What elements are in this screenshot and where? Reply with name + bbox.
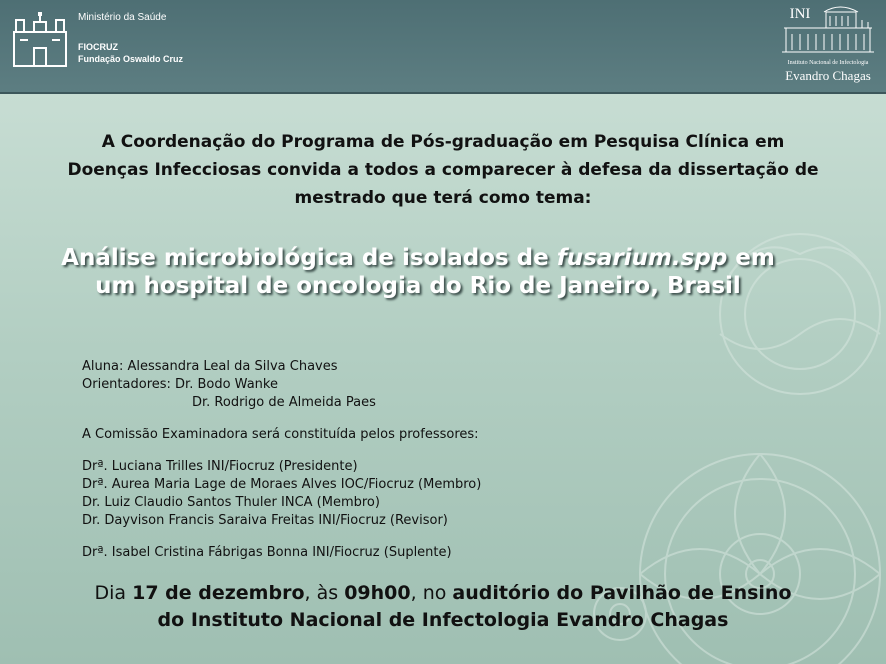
defense-details	[82, 358, 481, 562]
student-name: Aluna: Alessandra Leal da Silva Chaves	[82, 359, 338, 374]
event-date: 17 de dezembro	[132, 582, 305, 604]
event-place-1: auditório do Pavilhão de Ensino	[452, 582, 792, 604]
ini-name: Evandro Chagas	[785, 68, 871, 83]
ministerio-logo-icon	[10, 10, 70, 68]
event-info	[10, 580, 876, 634]
header-bar	[0, 0, 886, 94]
intro-line-3: mestrado que terá como tema:	[294, 188, 592, 208]
intro-line-2: Doenças Infecciosas convida a todos a comparecer à defesa da dissertação de	[67, 160, 819, 180]
committee-alternate: Drª. Isabel Cristina Fábrigas Bonna INI/Fiocruz (Suplente)	[82, 545, 452, 560]
committee-member-4: Dr. Dayvison Francis Saraiva Freitas INI/Fiocruz (Revisor)	[82, 513, 448, 528]
ministerio-text	[78, 12, 183, 64]
committee-member-1: Drª. Luciana Trilles INI/Fiocruz (Presidente)	[82, 459, 358, 474]
event-time: 09h00	[344, 582, 411, 604]
committee-member-3: Dr. Luiz Claudio Santos Thuler INCA (Membro)	[82, 495, 380, 510]
fiocruz-label: FIOCRUZ	[78, 42, 118, 52]
ministry-label: Ministério da Saúde	[78, 12, 167, 23]
dia-label: Dia	[94, 582, 133, 604]
title-part-1: Análise microbiológica de isolados de	[61, 245, 557, 271]
advisor-2: Dr. Rodrigo de Almeida Paes	[192, 395, 376, 410]
dissertation-title	[10, 244, 826, 300]
as-label: , às	[304, 582, 345, 604]
title-line-1	[10, 244, 826, 272]
committee-intro: A Comissão Examinadora será constituída pelos professores:	[82, 427, 479, 442]
title-line-2: um hospital de oncologia do Rio de Janeiro, Brasil	[95, 273, 741, 299]
ini-building-icon	[778, 4, 878, 60]
committee-member-2: Drª. Aurea Maria Lage de Moraes Alves IOC/Fiocruz (Membro)	[82, 477, 482, 492]
advisor-1: Orientadores: Dr. Bodo Wanke	[82, 377, 278, 392]
ini-logo	[778, 4, 878, 88]
no-label: , no	[410, 582, 453, 604]
invitation-text	[20, 128, 866, 212]
event-line-1	[10, 580, 876, 607]
event-line-2	[10, 607, 876, 634]
ini-subtitle: Instituto Nacional de Infectologia	[787, 60, 869, 66]
event-place-2: do Instituto Nacional de Infectologia Evandro Chagas	[157, 609, 729, 631]
title-italic: fusarium.spp	[556, 245, 728, 271]
fundacao-label: Fundação Oswaldo Cruz	[78, 54, 184, 64]
intro-line-1: A Coordenação do Programa de Pós-graduação em Pesquisa Clínica em	[101, 132, 785, 152]
title-part-2: em	[727, 245, 775, 271]
ini-abbr: INI	[789, 6, 811, 22]
